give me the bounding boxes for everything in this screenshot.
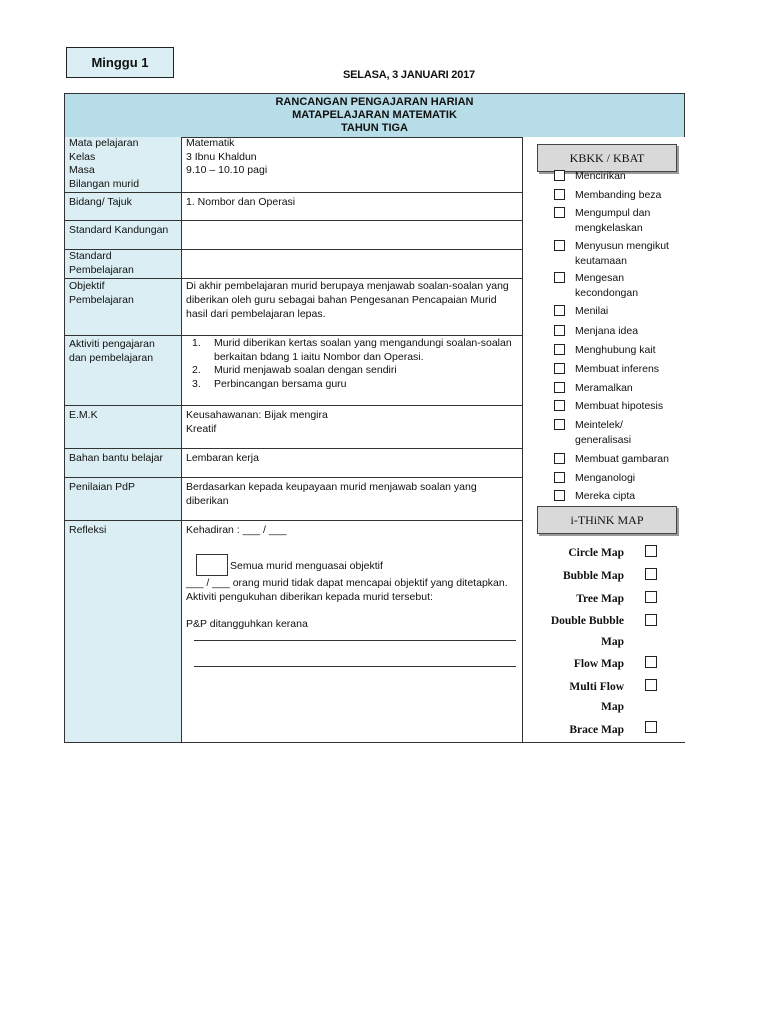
- label-aktiviti: [69, 337, 177, 365]
- value-penilaian: [186, 480, 518, 508]
- checkbox-icon[interactable]: [554, 453, 565, 464]
- label-mata-pelajaran: Mata pelajaran: [69, 137, 139, 149]
- objektif-line-2: diberikan oleh guru sebagai bahan Pengesanan Pencapaian Murid: [186, 294, 497, 306]
- writing-line-1[interactable]: [194, 640, 516, 641]
- label-kelas: Kelas: [69, 150, 96, 163]
- row-objektif: [65, 279, 522, 336]
- checkbox-icon[interactable]: [554, 363, 565, 374]
- ithink-label: Circle Map: [568, 547, 624, 559]
- label-aktiviti-line-1: Aktiviti pengajaran: [69, 338, 155, 350]
- ithink-title: i-THiNK MAP: [537, 506, 677, 534]
- value-emk: [186, 408, 518, 436]
- thinking-skills-panel: [522, 137, 685, 742]
- label-standard-pembelajaran: [69, 250, 177, 277]
- label-aktiviti-line-2: dan pembelajaran: [69, 352, 154, 364]
- list-item-text: Murid menjawab soalan dengan sendiri: [214, 364, 397, 376]
- kbkk-label: [575, 418, 685, 448]
- kbkk-title: KBKK / KBAT: [537, 144, 677, 172]
- label-masa: Masa: [69, 164, 95, 176]
- kbkk-label-line-2: generalisasi: [575, 434, 632, 446]
- row-penilaian: [65, 478, 522, 521]
- header-line-2: MATAPELAJARAN MATEMATIK: [292, 109, 457, 121]
- checkbox-icon[interactable]: [645, 591, 657, 603]
- penilaian-line-2: diberikan: [186, 495, 229, 507]
- label-emk: E.M.K: [69, 409, 98, 421]
- checkbox-icon[interactable]: [554, 272, 565, 283]
- plan-header: [65, 94, 684, 138]
- checkbox-icon[interactable]: [645, 545, 657, 557]
- label-objektif: [69, 279, 177, 307]
- kbkk-label: Menilai: [575, 305, 609, 317]
- kbkk-label-line-1: Mengumpul dan: [575, 207, 651, 219]
- label-bidang: Bidang/ Tajuk: [69, 196, 132, 208]
- row-info: [65, 137, 522, 193]
- checkbox-icon[interactable]: [645, 656, 657, 668]
- info-values: [186, 137, 518, 178]
- label-sp-line-2: Pembelajaran: [69, 263, 134, 276]
- row-standard-kandungan: [65, 221, 522, 250]
- row-refleksi: [65, 521, 522, 742]
- row-emk: [65, 406, 522, 449]
- list-item-text: Perbincangan bersama guru: [214, 377, 347, 390]
- kbkk-label-line-2: mengkelaskan: [575, 222, 643, 234]
- checkbox-icon[interactable]: [645, 614, 657, 626]
- checkbox-icon[interactable]: [554, 240, 565, 251]
- checkbox-icon[interactable]: [554, 305, 565, 316]
- row-bahan: [65, 449, 522, 478]
- list-item: [186, 364, 518, 378]
- kbkk-label: Meramalkan: [575, 382, 633, 394]
- week-label: Minggu 1: [66, 47, 174, 78]
- list-number: 1.: [192, 337, 201, 349]
- label-bahan: Bahan bantu belajar: [69, 452, 163, 464]
- value-masa: 9.10 – 10.10 pagi: [186, 164, 268, 176]
- row-bidang: [65, 193, 522, 221]
- label-objektif-line-1: Objektif: [69, 280, 105, 292]
- ithink-label: Bubble Map: [562, 570, 624, 582]
- postpone-text: P&P ditangguhkan kerana: [186, 618, 308, 630]
- emk-line-1: Keusahawanan: Bijak mengira: [186, 409, 328, 421]
- ithink-label-line-2: Map: [601, 701, 624, 713]
- kbkk-label-line-2: kecondongan: [575, 287, 639, 299]
- lesson-date: SELASA, 3 JANUARI 2017: [343, 69, 475, 81]
- header-line-1: RANCANGAN PENGAJARAN HARIAN: [275, 96, 474, 108]
- kbkk-label-line-1: Menyusun mengikut: [575, 240, 669, 252]
- value-aktiviti: [186, 337, 518, 391]
- kbkk-label: Membuat hipotesis: [575, 400, 664, 412]
- objektif-line-1: Di akhir pembelajaran murid berupaya menjawab soalan-soalan yang: [186, 280, 509, 292]
- header-line-3: TAHUN TIGA: [340, 122, 408, 134]
- kbkk-label: Menganologi: [575, 472, 636, 484]
- reflection-line-a: ___ / ___ orang murid tidak dapat mencapai objektif yang ditetapkan.: [186, 577, 508, 589]
- writing-line-2[interactable]: [194, 666, 516, 667]
- kbkk-label-line-2: keutamaan: [575, 255, 627, 267]
- kbkk-label: Mereka cipta: [575, 490, 636, 502]
- kbkk-label: Mencirikan: [575, 170, 626, 182]
- list-item: [186, 378, 518, 392]
- checkbox-icon[interactable]: [645, 679, 657, 691]
- label-sp-line-1: Standard: [69, 250, 112, 262]
- lesson-plan-table: [64, 93, 685, 743]
- objective-text: Semua murid menguasai objektif: [230, 560, 383, 572]
- checkbox-icon[interactable]: [554, 189, 565, 200]
- list-item-text: Murid diberikan kertas soalan yang mengandungi soalan-soalan: [214, 337, 512, 349]
- objektif-line-3: hasil dari pembelajaran lepas.: [186, 308, 326, 320]
- kbkk-label: Membuat gambaran: [575, 453, 669, 465]
- kbkk-label: [575, 239, 685, 269]
- value-mata-pelajaran: Matematik: [186, 137, 235, 149]
- kbkk-label: Membanding beza: [575, 189, 662, 201]
- label-standard-kandungan: Standard Kandungan: [69, 224, 169, 236]
- label-penilaian: Penilaian PdP: [69, 481, 135, 493]
- checkbox-icon[interactable]: [554, 400, 565, 411]
- aktiviti-list: [186, 337, 518, 391]
- list-number: 2.: [192, 364, 201, 376]
- checkbox-icon[interactable]: [645, 568, 657, 580]
- list-item: [186, 337, 518, 364]
- reflection-line-b: Aktiviti pengukuhan diberikan kepada murid tersebut:: [186, 591, 433, 603]
- checkbox-icon[interactable]: [554, 419, 565, 430]
- checkbox-icon[interactable]: [645, 721, 657, 733]
- row-standard-pembelajaran: [65, 250, 522, 279]
- checkbox-icon[interactable]: [554, 325, 565, 336]
- value-bidang: 1. Nombor dan Operasi: [186, 196, 296, 208]
- label-objektif-line-2: Pembelajaran: [69, 294, 134, 306]
- list-number: 3.: [192, 377, 201, 390]
- kehadiran-text: Kehadiran : ___ / ___: [186, 524, 287, 536]
- ithink-label: Brace Map: [569, 724, 624, 736]
- checkbox-icon[interactable]: [554, 472, 565, 483]
- ithink-label: Multi Flow: [569, 681, 624, 693]
- kbkk-label-line-1: Meintelek/: [575, 419, 623, 431]
- info-labels: [69, 137, 177, 191]
- kbkk-label: Menghubung kait: [575, 344, 656, 356]
- ithink-label: Flow Map: [573, 658, 624, 670]
- kbkk-label: Membuat inferens: [575, 363, 660, 375]
- row-aktiviti: [65, 336, 522, 406]
- label-refleksi: Refleksi: [69, 524, 107, 536]
- value-kelas: 3 Ibnu Khaldun: [186, 150, 257, 163]
- list-item-text-cont: berkaitan bdang 1 iaitu Nombor dan Operasi.: [214, 350, 424, 363]
- checkbox-icon[interactable]: [554, 490, 565, 501]
- kbkk-label: [575, 206, 685, 236]
- kbkk-label-line-1: Mengesan: [575, 272, 625, 284]
- objective-checkbox[interactable]: [196, 554, 228, 576]
- kbkk-label: [575, 271, 685, 301]
- checkbox-icon[interactable]: [554, 382, 565, 393]
- value-bahan: Lembaran kerja: [186, 452, 259, 464]
- value-objektif: [186, 279, 518, 321]
- label-bilangan-murid: Bilangan murid: [69, 177, 140, 190]
- ithink-label: Double Bubble: [550, 615, 624, 627]
- ithink-label: Tree Map: [576, 593, 624, 605]
- checkbox-icon[interactable]: [554, 207, 565, 218]
- ithink-label-line-2: Map: [601, 636, 624, 648]
- checkbox-icon[interactable]: [554, 170, 565, 181]
- emk-line-2: Kreatif: [186, 423, 217, 435]
- value-refleksi: [186, 521, 518, 742]
- kbkk-label: Menjana idea: [575, 325, 639, 337]
- penilaian-line-1: Berdasarkan kepada keupayaan murid menjawab soalan yang: [186, 481, 477, 493]
- checkbox-icon[interactable]: [554, 344, 565, 355]
